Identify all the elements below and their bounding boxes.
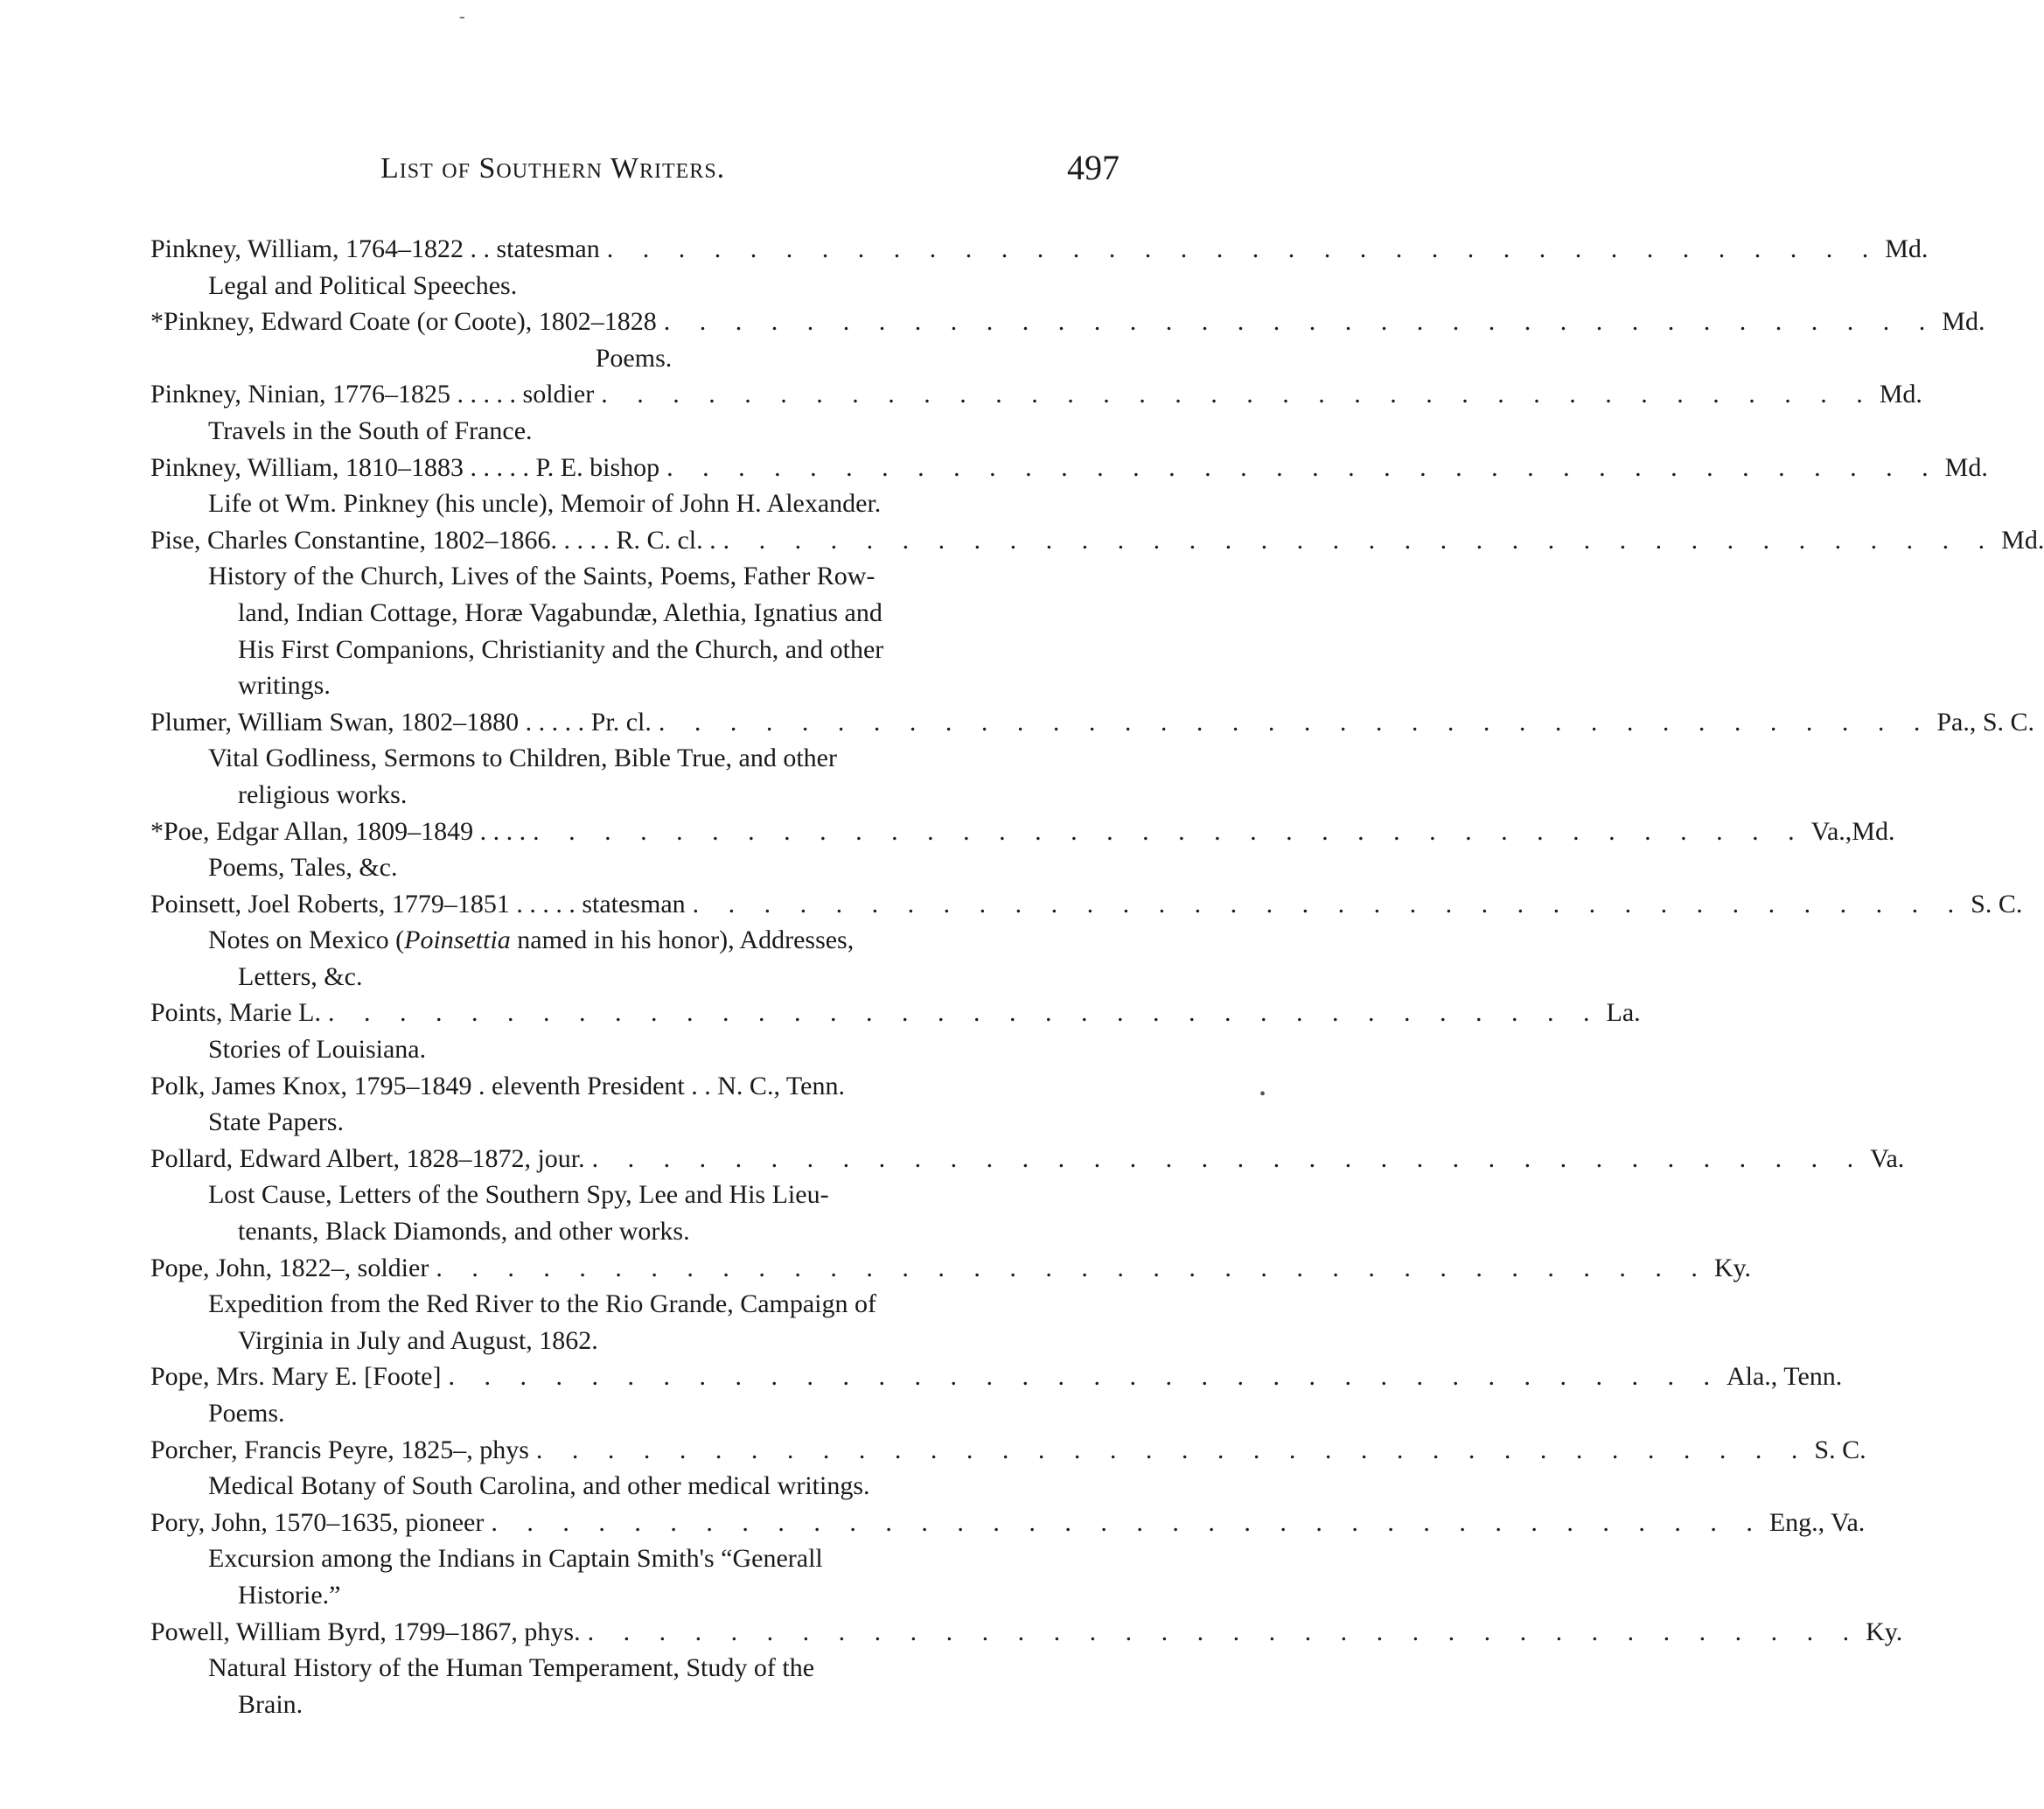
- leader-dots: . . . . . . . . . . . . . . . . . . . . . . . . . . . . . . . . . . . .: [491, 1507, 1764, 1537]
- works-line: Poems, Tales, &c.: [208, 853, 398, 883]
- state-abbrev: Md.: [2001, 525, 2044, 555]
- entry-heading: [150, 886, 2023, 923]
- writer-entry: [150, 1068, 1117, 1141]
- works-line: Expedition from the Red River to the Rio Grande, Campaign of: [208, 1289, 877, 1319]
- works-line: Legal and Political Speeches.: [208, 270, 518, 300]
- writer-name-dates: Pinkney, William, 1764–1822 . . statesman: [150, 234, 600, 263]
- writer-name-dates: Pollard, Edward Albert, 1828–1872, jour.: [150, 1143, 585, 1173]
- running-header: [149, 147, 1120, 199]
- leader-dots: . . . . . . . . . . . . . . . . . . . . . . . . . . . . . . . . . . . .: [666, 452, 1940, 482]
- state-abbrev: S. C.: [1814, 1435, 1866, 1464]
- works-line: Travels in the South of France.: [208, 416, 533, 445]
- works-line: Stories of Louisiana.: [208, 1035, 427, 1065]
- entry-heading: [150, 814, 1895, 850]
- works-line: tenants, Black Diamonds, and other works.: [238, 1217, 690, 1247]
- writer-entry: [150, 1358, 1843, 1431]
- leader-dots: . . . . . . . . . . . . . . . . . . . . . . . . . . . . . . . . . . . .: [448, 1362, 1721, 1392]
- leader-dots: . . . . . . . . . . . . . . . . . . . . . . . . . . . . . . . . . . . .: [601, 380, 1874, 409]
- state-abbrev: Ky.: [1713, 1253, 1752, 1282]
- leader-dots: . . . . . . . . . . . . . . . . . . . . . . . . . . . . . . . . . . . .: [587, 1617, 1861, 1646]
- entry-heading: [150, 522, 2044, 559]
- leader-dots: . . . . . . . . . . . . . . . . . . . . . . . . . . . . . . . . . . . .: [658, 707, 1932, 737]
- writer-entry: [150, 1505, 1866, 1614]
- entry-heading: [150, 995, 1641, 1031]
- writer-name-dates: Pinkney, William, 1810–1883 . . . . . P. E. bishop: [150, 452, 660, 482]
- works-line: Natural History of the Human Temperament, Study of the: [208, 1653, 815, 1683]
- entry-heading: [150, 376, 1922, 413]
- writer-entry: [150, 1432, 1866, 1505]
- writer-entry: [150, 995, 1641, 1067]
- entry-heading: [150, 1068, 1117, 1105]
- writer-name-dates: Powell, William Byrd, 1799–1867, phys.: [150, 1617, 581, 1646]
- entry-heading: [150, 231, 1929, 268]
- writer-entry: [150, 1614, 1903, 1723]
- state-abbrev: Md.: [1942, 307, 1985, 337]
- works-line: State Papers.: [208, 1107, 344, 1137]
- writer-name-dates: *Poe, Edgar Allan, 1809–1849 . . . .: [150, 816, 527, 846]
- works-line: His First Companions, Christianity and the Church, and other: [238, 634, 884, 664]
- writer-entry: [150, 1250, 1752, 1359]
- works-line: land, Indian Cottage, Horæ Vagabundæ, Alethia, Ignatius and: [238, 597, 882, 627]
- writer-name-dates: Points, Marie L.: [150, 998, 321, 1028]
- writers-list: [150, 231, 2044, 1722]
- entry-heading: [150, 704, 2035, 741]
- state-abbrev: Eng., Va.: [1768, 1507, 1866, 1537]
- entry-heading: [150, 1250, 1752, 1287]
- leader-dots: . . . . . . . . . . . . . . . . . . . . . . . . . . . . . . . . . . . .: [436, 1253, 1709, 1282]
- leader-dots: . . . . . . . . . . . . . . . . . . . . . . . . . . . . . . . . . . . .: [591, 1143, 1866, 1173]
- works-line: Excursion among the Indians in Captain Smith's “Generall: [208, 1544, 823, 1574]
- works-line: Lost Cause, Letters of the Southern Spy, Lee and His Lieu-: [208, 1180, 829, 1210]
- leader-dots: . . . . . . . . . . . . . . . . . . . . . . . . . . . . . . . . . . . .: [663, 307, 1937, 337]
- state-abbrev: Md.: [1944, 452, 1988, 482]
- works-line: Vital Godliness, Sermons to Children, Bible True, and other: [208, 744, 837, 773]
- entry-heading: [150, 1432, 1866, 1469]
- works-line: Medical Botany of South Carolina, and other medical writings.: [208, 1471, 870, 1501]
- writer-entry: [150, 450, 1988, 522]
- writer-entry: [150, 1141, 1905, 1250]
- leader-dots: . . . . . . . . . . . . . . . . . . . . . . . . . . . . . . . . . . . .: [535, 1435, 1810, 1464]
- writer-name-dates: Pope, John, 1822–, soldier: [150, 1253, 429, 1282]
- works-line: History of the Church, Lives of the Saints, Poems, Father Row-: [208, 562, 876, 591]
- writer-name-dates: Pope, Mrs. Mary E. [Foote]: [150, 1362, 442, 1392]
- entry-heading: [150, 1614, 1903, 1651]
- writer-name-dates: Poinsett, Joel Roberts, 1779–1851 . . . . . statesman: [150, 889, 686, 918]
- works-line: Brain.: [238, 1689, 303, 1719]
- works-line: Poems.: [208, 1399, 285, 1428]
- leader-dots: . . . . . . . . . . . . . . . . . . . . . . . . . . . . . . . . . . . .: [722, 525, 1997, 555]
- writer-entry: [150, 886, 2023, 995]
- writer-entry: [150, 304, 1985, 376]
- state-abbrev: Pa., S. C.: [1936, 707, 2035, 737]
- print-speck: ‐: [459, 7, 465, 26]
- state-abbrev: S. C.: [1971, 889, 2023, 918]
- writer-name-dates: *Pinkney, Edward Coate (or Coote), 1802–1828: [150, 307, 657, 337]
- writer-name-dates: Polk, James Knox, 1795–1849 . eleventh President . . N. C., Tenn.: [150, 1071, 845, 1100]
- writer-name-dates: Pinkney, Ninian, 1776–1825 . . . . . soldier: [150, 380, 595, 409]
- writer-entry: [150, 231, 1929, 304]
- works-line: Life ot Wm. Pinkney (his uncle), Memoir of John H. Alexander.: [208, 489, 882, 519]
- state-abbrev: Md.: [1879, 380, 1922, 409]
- leader-dots: . . . . . . . . . . . . . . . . . . . . . . . . . . . . . . . . . . . .: [606, 234, 1880, 263]
- entry-heading: [150, 1141, 1905, 1177]
- writer-entry: [150, 376, 1922, 449]
- entry-heading: [150, 1505, 1866, 1541]
- works-line: Virginia in July and August, 1862.: [238, 1325, 598, 1355]
- works-line: Notes on Mexico (Poinsettia named in his honor), Addresses,: [208, 925, 855, 955]
- state-abbrev: Va.,Md.: [1810, 816, 1895, 846]
- state-abbrev: La.: [1606, 998, 1641, 1028]
- print-speck: •: [1259, 1085, 1266, 1104]
- leader-dots: . . . . . . . . . . . . . . . . . . . . . . . . . . . . . . . . . . . .: [328, 998, 1601, 1028]
- state-abbrev: Ky.: [1866, 1617, 1903, 1646]
- works-line: writings.: [238, 671, 331, 701]
- works-line: Historie.”: [238, 1580, 341, 1610]
- page-title: List of Southern Writers.: [380, 152, 726, 185]
- leader-dots: . . . . . . . . . . . . . . . . . . . . . . . . . . . . . . . . . . . .: [533, 816, 1806, 846]
- entry-heading: [150, 1358, 1843, 1395]
- writer-name-dates: Pory, John, 1570–1635, pioneer: [150, 1507, 485, 1537]
- state-abbrev: Ala., Tenn.: [1726, 1362, 1843, 1392]
- writer-entry: [150, 814, 1895, 886]
- leader-dots: . . . . . . . . . . . . . . . . . . . . . . . . . . . . . . . . . . . .: [692, 889, 1966, 918]
- writer-name-dates: Pise, Charles Constantine, 1802–1866. . . . . R. C. cl. .: [150, 525, 716, 555]
- writer-name-dates: Plumer, William Swan, 1802–1880 . . . . . Pr. cl.: [150, 707, 652, 737]
- state-abbrev: Va.: [1870, 1143, 1905, 1173]
- writer-name-dates: Porcher, Francis Peyre, 1825–, phys: [150, 1435, 529, 1464]
- entry-heading: [150, 304, 1985, 340]
- writer-entry: [150, 522, 2044, 704]
- works-line: Letters, &c.: [238, 961, 363, 991]
- works-line: religious works.: [238, 779, 408, 809]
- page-number: 497: [1067, 148, 1120, 187]
- writer-entry: [150, 704, 2035, 814]
- works-line: Poems.: [595, 343, 673, 373]
- entry-heading: [150, 450, 1988, 486]
- state-abbrev: Md.: [1885, 234, 1929, 263]
